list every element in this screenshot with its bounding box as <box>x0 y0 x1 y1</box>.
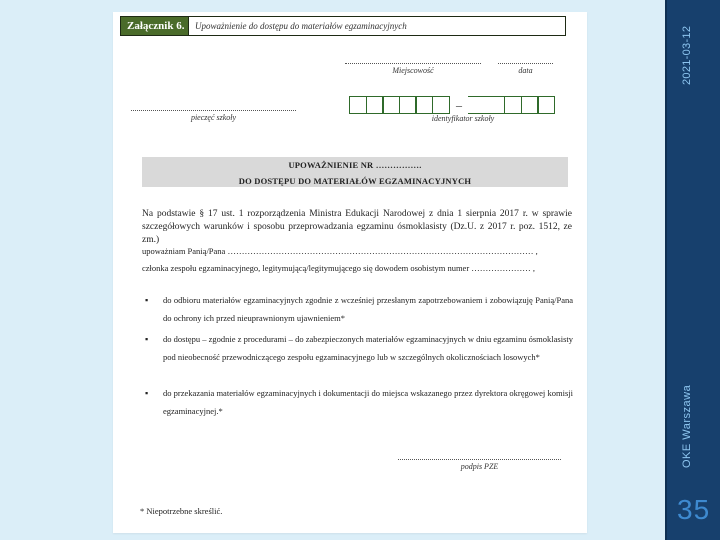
identifier-cell <box>504 96 522 114</box>
slide-sidebar <box>665 0 720 540</box>
authorization-subtitle: DO DOSTĘPU DO MATERIAŁÓW EGZAMINACYJNYCH <box>238 176 472 186</box>
footnote: * Niepotrzebne skreślić. <box>140 506 223 516</box>
intro-paragraph: Na podstawie § 17 ust. 1 rozporządzenia Ministra Edukacji Narodowej z dnia 1 sierpnia 2017 r. w sprawie szczegółowych warunków i sposobu przeprowadzania egzaminu ósmoklasisty (Dz.U. z 2017 r. poz. 1512, ze zm.) <box>142 209 572 245</box>
signature-field-dots <box>398 459 561 460</box>
bullet-item <box>145 384 573 420</box>
authorization-number-title: UPOWAŻNIENIE NR ……………. <box>288 160 422 170</box>
identifier-cell <box>349 96 367 114</box>
identifier-cell <box>399 96 417 114</box>
organization-name: OKE Warszawa <box>681 384 693 468</box>
bullet-item <box>145 291 573 327</box>
identifier-cell <box>432 96 450 114</box>
member-line: członka zespołu egzaminacyjnego, legitymującą/legitymującego się dowodem osobistym numer ………………… , <box>142 263 536 273</box>
identifier-cell <box>382 96 400 114</box>
identifier-cell <box>521 96 539 114</box>
date-caption: data <box>518 66 533 75</box>
bullet-icon: ▪ <box>145 388 149 398</box>
identifier-cell <box>415 96 433 114</box>
bullet-text: do odbioru materiałów egzaminacyjnych zgodnie z wcześniej przesłanym zapotrzebowaniem i zobowiązuję Panią/Pana do ochrony ich przed nieuprawnionym ujawnieniem* <box>163 295 573 323</box>
attachment-header <box>120 16 566 36</box>
identifier-cell <box>366 96 384 114</box>
authorize-line: upoważniam Panią/Pana ……………………………………………………………………………………………… , <box>142 246 538 256</box>
slide-number: 35 <box>677 494 711 525</box>
identifier-caption: identyfikator szkoły <box>431 114 495 123</box>
place-caption: Miejscowość <box>392 66 434 75</box>
slide-date: 2021-03-12 <box>681 25 693 85</box>
document-title-band <box>142 157 568 187</box>
stamp-caption: pieczęć szkoły <box>190 113 237 122</box>
signature-caption: podpis PZE <box>460 462 499 471</box>
school-identifier-boxes <box>349 96 554 114</box>
place-field-dots <box>345 63 481 64</box>
document-page <box>113 12 587 533</box>
identifier-wide-cell <box>468 96 504 114</box>
attachment-label: Załącznik 6. <box>121 17 189 35</box>
identifier-dash: – <box>456 97 462 112</box>
bullet-icon: ▪ <box>145 295 149 305</box>
bullet-text: do dostępu – zgodnie z procedurami – do zabezpieczonych materiałów egzaminacyjnych w dniu egzaminu ósmoklasisty pod nieobecność przewodniczącego zespołu egzaminacyjnego lub w szczególnych okolicznościach losowych* <box>163 334 573 362</box>
bullet-text: do przekazania materiałów egzaminacyjnych i dokumentacji do miejsca wskazanego przez dyrektora okręgowej komisji egzaminacyjnej.* <box>163 388 573 416</box>
bullet-item <box>145 330 573 366</box>
date-field-dots <box>498 63 553 64</box>
stamp-field-dots <box>131 110 296 111</box>
bullet-icon: ▪ <box>145 334 149 344</box>
identifier-cell <box>537 96 555 114</box>
attachment-title: Upoważnienie do dostępu do materiałów egzaminacyjnych <box>195 21 407 31</box>
